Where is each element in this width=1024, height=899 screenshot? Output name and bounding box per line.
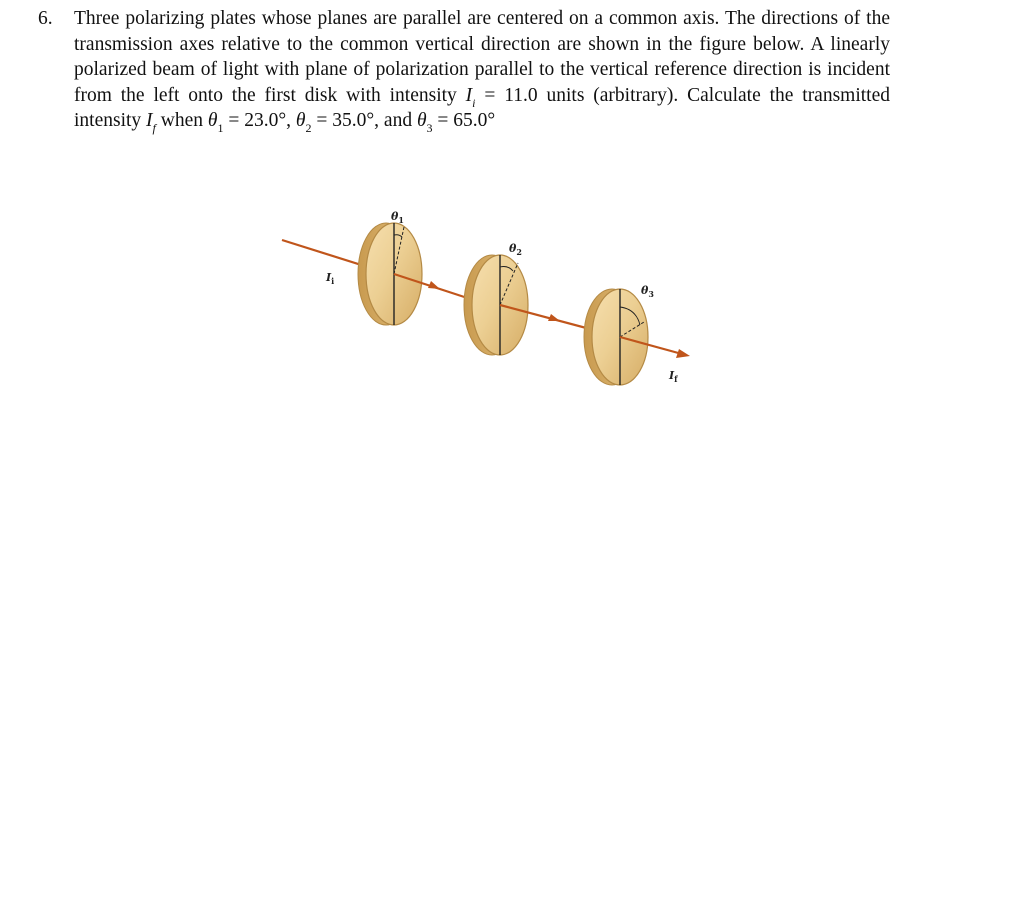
problem-number: 6.: [38, 8, 53, 29]
transmitted-beam-arrowhead: [676, 349, 690, 358]
theta1-symbol: θ: [207, 110, 218, 131]
theta2-subscript: 2: [305, 121, 312, 135]
beam-segment-2-arrowhead: [548, 314, 560, 321]
problem-text-part-4: = 23.0°,: [223, 110, 296, 131]
initial-intensity-symbol: I: [465, 84, 473, 106]
theta1-label: $\theta_1$: [391, 210, 404, 225]
problem-text-part-1: Three polarizing plates whose planes are parallel are centered on a common axis. The directions of the transmission axes relative to the common vertical direction are shown in the figure below. A linearly polarized beam of light with plane of polarization parallel to the vertical reference direction is incident from the left onto the first disk with intensity: [74, 8, 890, 106]
problem-text-part-5: = 35.0°, and: [311, 110, 417, 131]
theta2-symbol: θ: [295, 110, 306, 131]
polarizer-disk-2: [464, 255, 528, 355]
transmitted-intensity-label: $I_f$: [669, 369, 678, 384]
initial-intensity-subscript: i: [472, 95, 476, 110]
final-intensity-symbol: I: [146, 110, 153, 131]
theta3-symbol: θ: [416, 110, 427, 131]
problem-text-part-2: = 11.0 units (arbitrary). Calculate the transmitted intensity: [74, 84, 891, 131]
final-intensity-subscript: f: [152, 121, 156, 135]
polarizer-disk-1: [358, 223, 422, 325]
beam-segment-1-arrowhead: [428, 281, 440, 289]
polarizer-disk-3: [584, 289, 648, 385]
polarizer-diagram: [270, 195, 710, 400]
problem-text: [74, 6, 890, 134]
problem-text-part-3: when: [155, 110, 208, 131]
theta1-subscript: 1: [217, 121, 224, 135]
problem-text-part-6: = 65.0°: [432, 110, 496, 131]
polarizer-figure: [270, 195, 710, 400]
incident-intensity-label: $I_i$: [326, 271, 335, 286]
problem-6: [38, 6, 890, 134]
theta3-subscript: 3: [426, 121, 433, 135]
theta3-label: $\theta_3$: [641, 284, 654, 299]
theta2-label: $\theta_2$: [509, 242, 522, 257]
